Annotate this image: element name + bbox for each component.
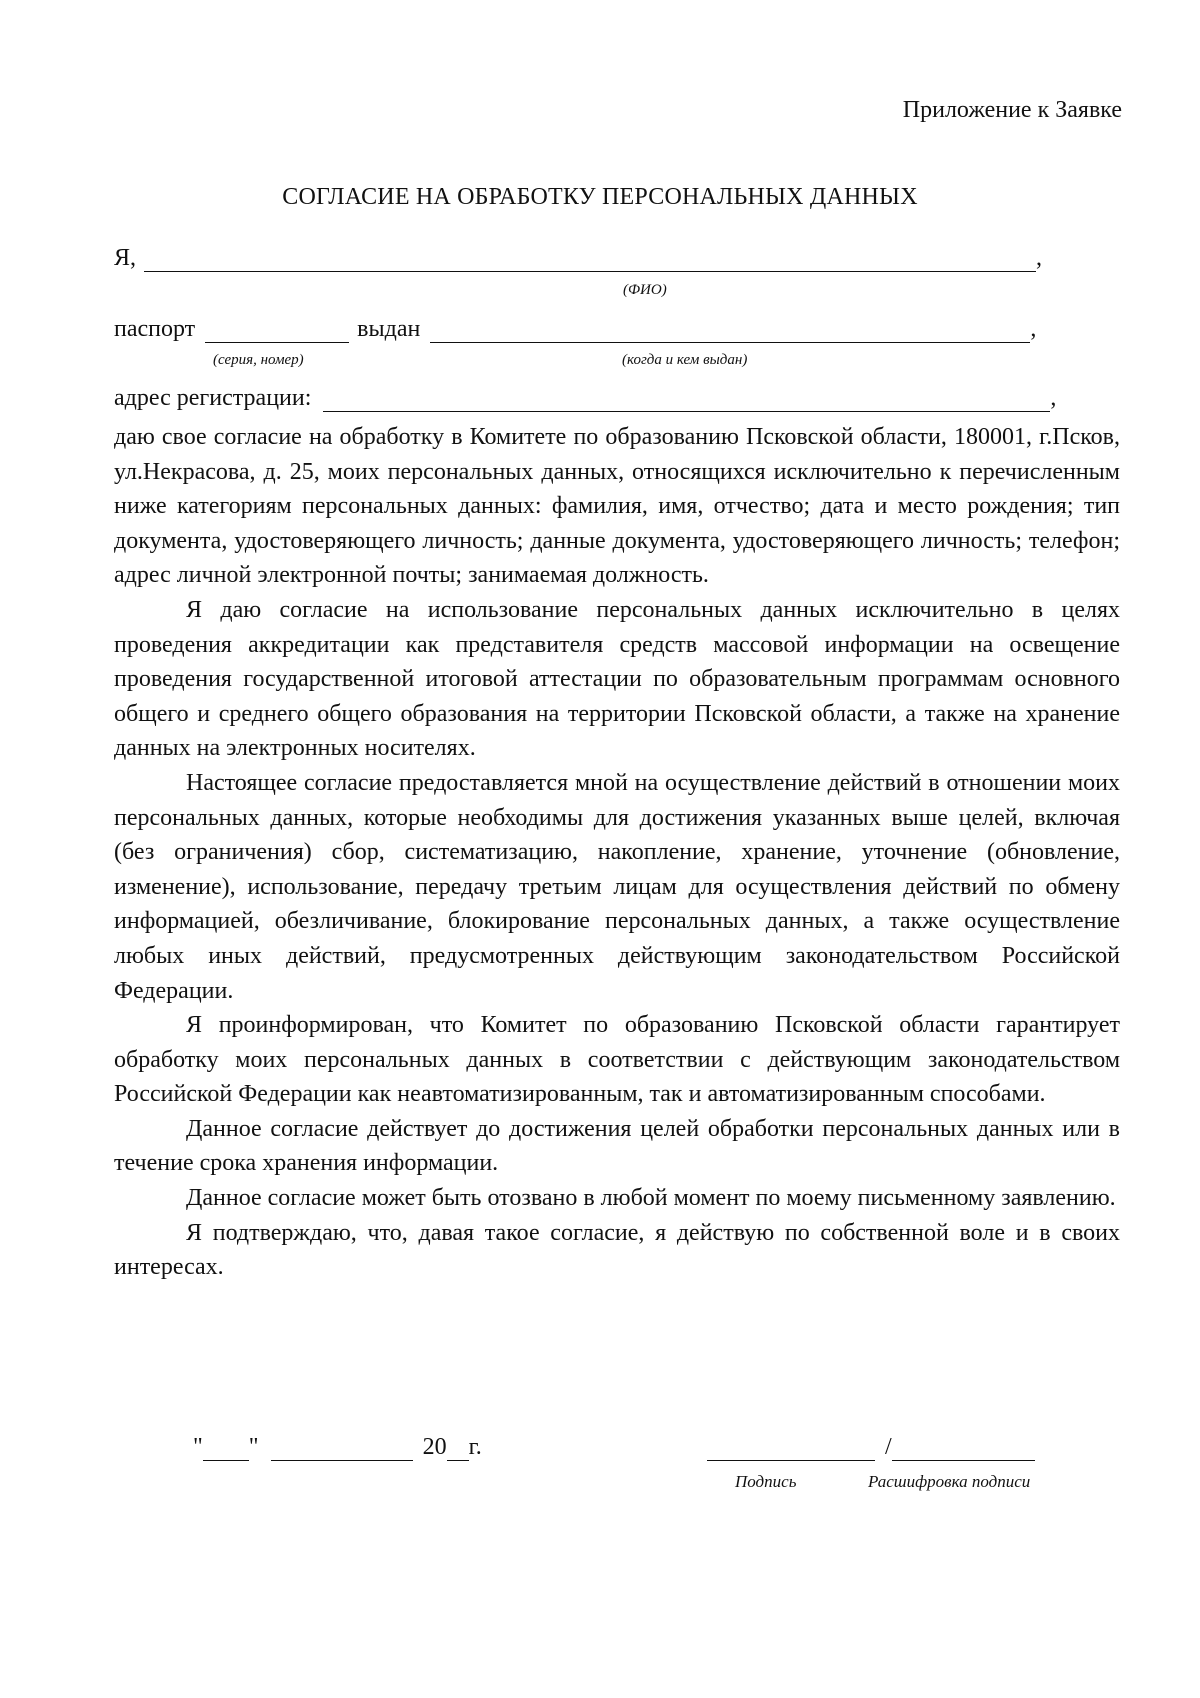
passport-label: паспорт [114,316,196,342]
name-suffix: , [1036,245,1043,271]
address-row [114,385,1056,412]
address-label: адрес регистрации: [114,385,312,411]
name-field[interactable] [144,245,1036,272]
passport-caption: (серия, номер) [213,352,304,368]
month-field[interactable] [271,1434,413,1461]
day-field[interactable] [203,1434,249,1461]
quote-open: " [193,1434,203,1460]
year-field[interactable] [447,1434,469,1461]
year-prefix: 20 [422,1434,447,1460]
year-suffix: г. [468,1434,482,1460]
signature-caption: Подпись [735,1472,797,1491]
passport-row [114,316,1036,343]
paragraph-informed: Я проинформирован, что Комитет по образованию Псковской области гарантирует обработку моих персональных данных в соответствии с действующим законодательством Российской Федерации как неавтоматизированным, так и автоматизированным способами. [114,1012,1120,1108]
paragraph-revocation: Данное согласие может быть отозвано в любой момент по моему письменному заявлению. [186,1185,1116,1212]
address-suffix: , [1050,385,1057,411]
signature-decode-field[interactable] [892,1434,1035,1461]
date-block [193,1434,482,1461]
appendix-label: Приложение к Заявке [902,97,1122,123]
signature-field[interactable] [707,1434,875,1461]
name-caption: (ФИО) [623,282,667,298]
paragraph-validity: Данное согласие действует до достижения целей обработки персональных данных или в течение срока хранения информации. [114,1115,1120,1177]
quote-close: " [248,1434,259,1460]
address-field[interactable] [323,385,1050,412]
paragraph-actions: Настоящее согласие предоставляется мной на осуществление действий в отношении моих персональных данных, которые необходимы для достижения указанных выше целей, включая (без ограничения) сбор, систематизацию, накопление, хранение, уточнение (обновление, изменение), использование, передачу третьим лицам для осуществления действий по обмену информацией, обезличивание, блокирование персональных данных, а также осуществление любых иных действий, предусмотренных действующим законодательством Российской Федерации. [114,769,1120,1004]
document-title: СОГЛАСИЕ НА ОБРАБОТКУ ПЕРСОНАЛЬНЫХ ДАННЫХ [282,184,918,210]
issued-suffix: , [1030,316,1037,342]
passport-number-field[interactable] [205,316,349,343]
decode-caption: Расшифровка подписи [868,1472,1031,1491]
paragraph-confirmation: Я подтверждаю, что, давая такое согласие, я действую по собственной воле и в своих интересах. [114,1219,1120,1281]
issued-label: выдан [357,316,421,342]
consent-body [114,420,1120,1285]
signature-block [707,1434,1035,1461]
issued-caption: (когда и кем выдан) [622,352,748,368]
issued-by-field[interactable] [430,316,1030,343]
paragraph-consent: даю свое согласие на обработку в Комитете по образованию Псковской области, 180001, г.Псков, ул.Некрасова, д. 25, моих персональных данных, относящихся исключительно к перечисленным ниже категориям персональных данных: фамилия, имя, отчество; дата и место рождения; тип документа, удостоверяющего личность; данные документа, удостоверяющего личность; телефон; адрес личной электронной почты; занимаемая должность. [114,424,1120,589]
name-prefix: Я, [114,245,137,271]
paragraph-purpose: Я даю согласие на использование персональных данных исключительно в целях проведения аккредитации как представителя средств массовой информации на освещение проведения государственной итоговой аттестации по образовательным программам основного общего и среднего общего образования на территории Псковской области, а также на хранение данных на электронных носителях. [114,596,1120,762]
name-row [114,245,1042,272]
signature-slash: / [885,1434,892,1460]
